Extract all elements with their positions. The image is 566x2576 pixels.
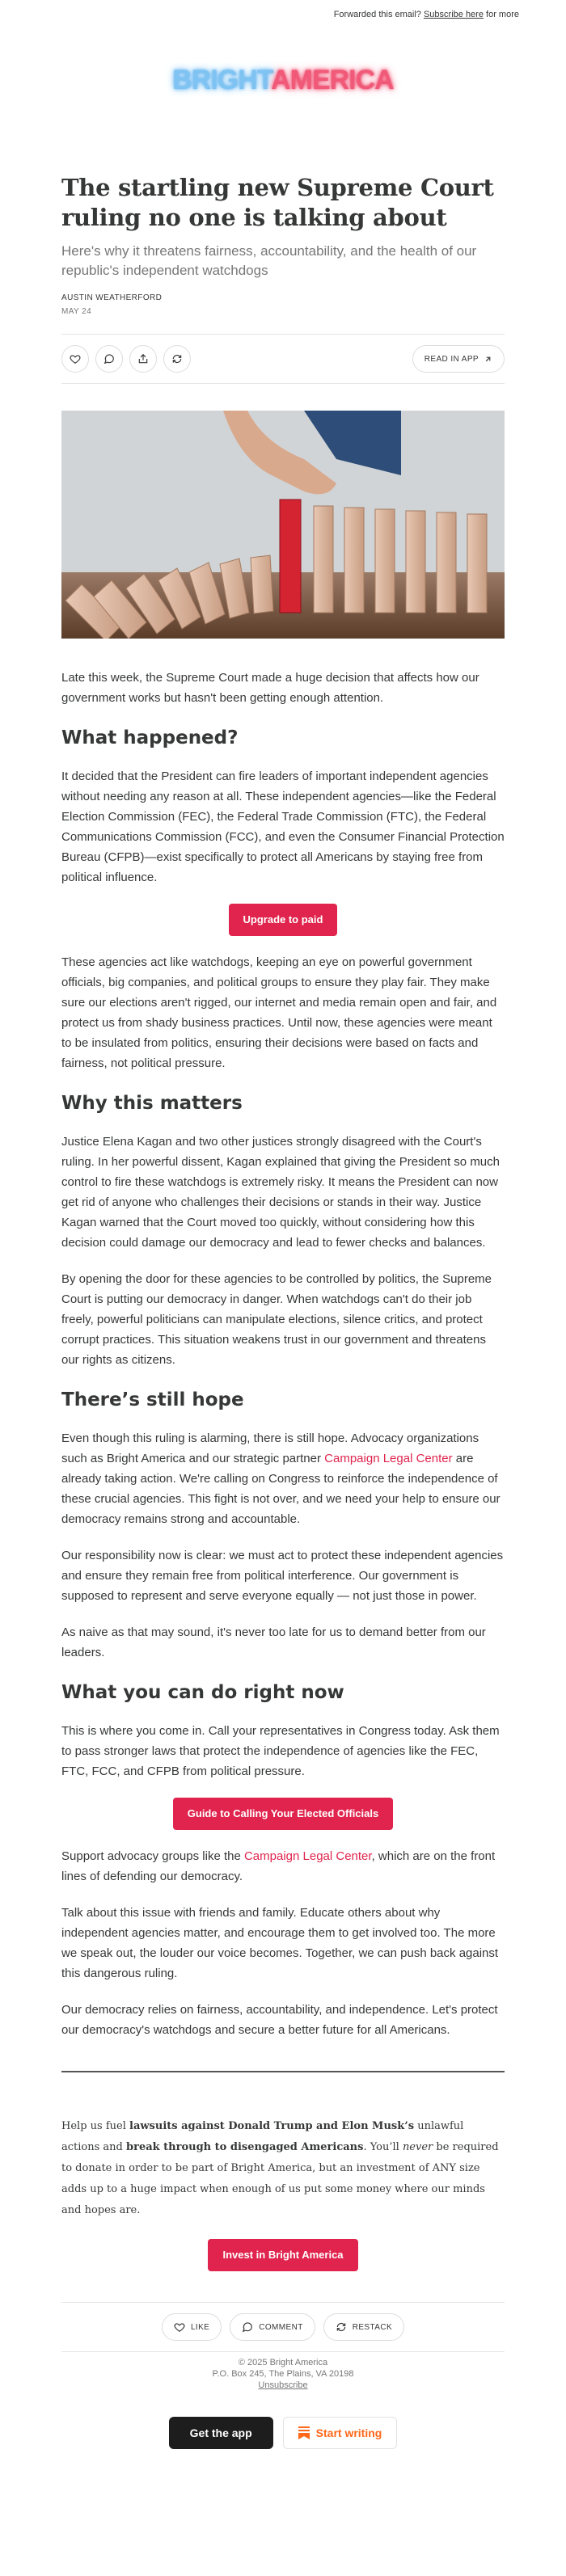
get-the-app-button[interactable]: Get the app — [169, 2417, 273, 2449]
share-icon — [137, 353, 149, 365]
heading-what-you-can-do: What you can do right now — [61, 1682, 344, 1703]
paragraph-watchdogs: These agencies act like watchdogs, keeping an eye on powerful government officials, big companies, and political groups to ensure they play fair. They make sure our elections aren't rigged, our internet and media remain open and fair, and protect us from shady business practices. Until now, these agencies were meant to be insulated from politics, ensuring their decisions were based on facts and fairness, not political pressure. — [61, 955, 497, 1070]
donation-appeal: Help us fuel lawsuits against Donald Trump and Elon Musk’s unlawful actions and break through to disengaged Americans. You’ll never be required to donate in order to be part of Bright America, but an investment of ANY size adds up to a huge impact when enough of us put some money where our minds and hopes are. — [61, 2120, 499, 2216]
email-footer — [61, 2357, 505, 2391]
arrow-up-right-icon — [484, 355, 492, 364]
hero-image-dominoes — [61, 411, 505, 639]
subscribe-link[interactable]: Subscribe here — [423, 10, 484, 19]
mailing-address: P.O. Box 245, The Plains, VA 20198 — [212, 2369, 354, 2379]
campaign-legal-center-link[interactable]: Campaign Legal Center — [324, 1452, 453, 1465]
campaign-legal-center-link-2[interactable]: Campaign Legal Center — [243, 1849, 372, 1863]
like-pill-button[interactable]: LIKE — [162, 2313, 222, 2341]
comment-icon — [103, 353, 115, 365]
heading-what-happened: What happened? — [61, 727, 239, 748]
restack-button[interactable] — [163, 345, 191, 373]
author-name[interactable]: AUSTIN WEATHERFORD — [61, 293, 163, 302]
forward-notice: Forwarded this email? Subscribe here for more — [333, 10, 519, 19]
guide-calling-officials-button[interactable]: Guide to Calling Your Elected Officials — [173, 1798, 393, 1830]
paragraph-why-2: By opening the door for these agencies to be controlled by politics, the Supreme Court is putting our democracy in danger. When watchdogs can't do their job freely, powerful politicians can manipulate elections, silence critics, and protect corrupt practices. This situation weakens trust in our government and threatens our rights as citizens. — [61, 1272, 492, 1367]
paragraph-what-happened: It decided that the President can fire leaders of important independent agencies without needing any reason at all. These independent agencies—like the Federal Election Commission (FEC), the Federal Trade Commission (FTC), the Federal Communications Commission (FCC), and even the Consumer Financial Protection Bureau (CFPB)—exist specifically to protect all Americans by staying free from political influence. — [61, 769, 505, 884]
paragraph-hope-2: Our responsibility now is clear: we must act to protect these independent agencies and ensure they remain free from political interference. Our government is supposed to represent and serve everyone equally — not just those in power. — [61, 1549, 504, 1603]
post-column — [61, 173, 505, 2449]
comment-pill-button[interactable]: COMMENT — [230, 2313, 315, 2341]
paragraph-intro: Late this week, the Supreme Court made a huge decision that affects how our government works but hasn't been getting enough attention. — [61, 671, 479, 705]
copyright-text: © 2025 Bright America — [238, 2358, 328, 2367]
section-divider — [61, 2071, 505, 2072]
post-date: MAY 24 — [61, 307, 92, 316]
comment-button[interactable] — [95, 345, 123, 373]
start-writing-button[interactable]: Start writing — [283, 2417, 398, 2449]
post-subtitle: Here's why it threatens fairness, accountability, and the health of our republic's independent watchdogs — [61, 243, 477, 278]
paragraph-do-1: This is where you come in. Call your representatives in Congress today. Ask them to pass stronger laws that protect the independence of agencies like the FEC, FTC, FCC, and CFPB from political pressure. — [61, 1724, 500, 1778]
upgrade-to-paid-button[interactable]: Upgrade to paid — [229, 904, 338, 936]
paragraph-hope-3: As naive as that may sound, it's never too late for us to demand better from our leaders. — [61, 1625, 486, 1659]
restack-icon — [336, 2321, 347, 2333]
paragraph-why-1: Justice Elena Kagan and two other justices strongly disagreed with the Court's ruling. In her powerful dissent, Kagan explained that giving the President so much control to fire these watchdogs is extremely risky. It means the President can now get rid of anyone who challenges their decisions or stands in their way. Justice Kagan warned that the Court moved too quickly, without considering how this decision could damage our democracy and lead to fewer checks and balances. — [61, 1135, 500, 1250]
like-button[interactable] — [61, 345, 89, 373]
paragraph-hope-1: Even though this ruling is alarming, there is still hope. Advocacy organizations such as Bright America and our strategic partner Campaign Legal Center are already taking action. We're calling on Congress to reinforce the independence of these crucial agencies. This fight is not over, and we need your help to ensure our democracy remains strong and accountable. — [61, 1431, 501, 1526]
heading-still-hope: There’s still hope — [61, 1389, 244, 1410]
paragraph-do-3: Talk about this issue with friends and family. Educate others about why independent agencies matter, and encourage them to get involved too. The more we speak out, the louder our voice becomes. Together, we can push back against this dangerous ruling. — [61, 1906, 499, 1980]
paragraph-do-4: Our democracy relies on fairness, accountability, and independence. Let's protect our democracy's watchdogs and secure a better future for all Americans. — [61, 2003, 498, 2037]
post-actions-bar — [61, 334, 505, 384]
paragraph-do-2: Support advocacy groups like the Campaign Legal Center, which are on the front lines of defending our democracy. — [61, 1849, 496, 1883]
bottom-actions-bar — [61, 2302, 505, 2352]
publication-logo[interactable]: BRIGHTAMERICA — [172, 64, 394, 95]
unsubscribe-link[interactable]: Unsubscribe — [258, 2380, 308, 2390]
share-button[interactable] — [129, 345, 157, 373]
invest-button[interactable]: Invest in Bright America — [208, 2239, 357, 2271]
dominoes-illustration — [61, 411, 505, 639]
heading-why-this-matters: Why this matters — [61, 1093, 243, 1114]
heart-icon — [70, 353, 81, 365]
substack-logo-icon — [298, 2426, 310, 2439]
post-title[interactable]: The startling new Supreme Court ruling no one is talking about — [61, 174, 494, 231]
app-buttons — [61, 2417, 505, 2449]
restack-pill-button[interactable]: RESTACK — [323, 2313, 404, 2341]
heart-icon — [174, 2321, 185, 2333]
comment-icon — [242, 2321, 253, 2333]
read-in-app-button[interactable]: READ IN APP — [412, 345, 505, 373]
restack-icon — [171, 353, 183, 365]
